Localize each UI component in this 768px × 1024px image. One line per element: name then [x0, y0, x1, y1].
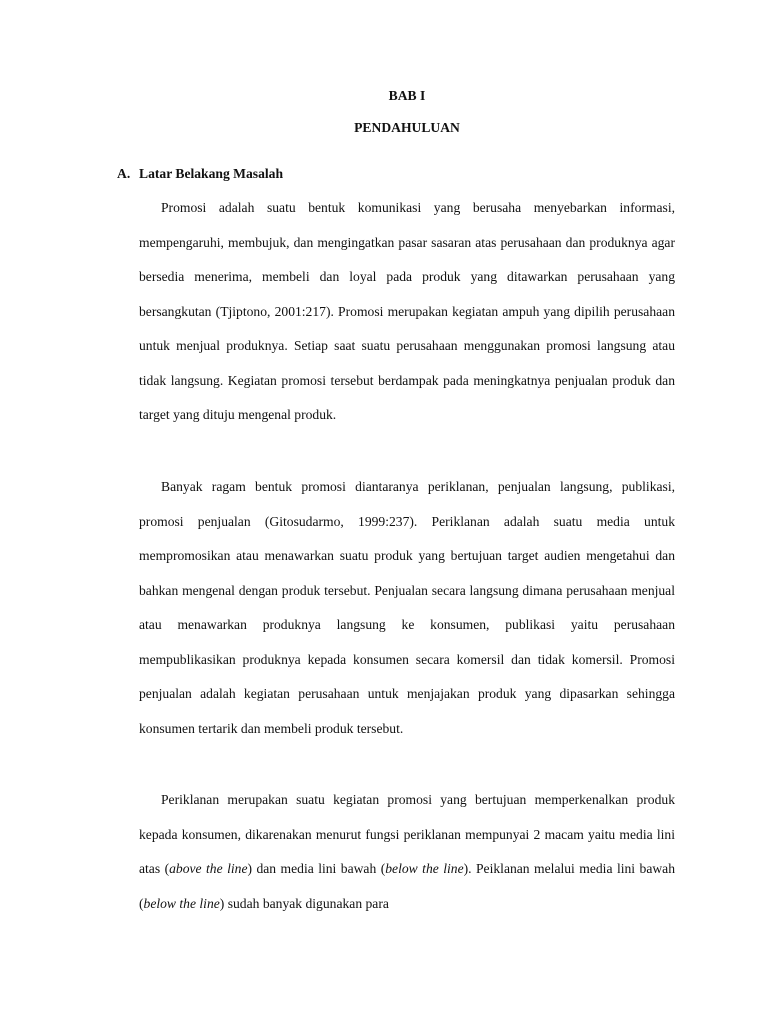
- paragraph-ragam-promosi: Banyak ragam bentuk promosi diantaranya periklanan, penjualan langsung, publikasi, promosi penjualan (Gitosudarmo, 1999:237). Periklanan adalah suatu media untuk mempromosikan atau menawarkan suatu produk yang bertujuan target audien mengetahui dan bahkan mengenal dengan produk tersebut. Penjualan secara langsung dimana perusahaan menjual atau menawarkan produknya langsung ke konsumen, publikasi yaitu perusahaan mempublikasikan produknya kepada konsumen secara komersil dan tidak komersil. Promosi penjualan adalah kegiatan perusahaan untuk menjajakan produk yang dipasarkan sehingga konsumen tertarik dan membeli produk tersebut.: [139, 479, 675, 736]
- chapter-title: PENDAHULUAN: [354, 120, 460, 135]
- chapter-number: BAB I: [388, 88, 426, 103]
- italic-term-above-the-line: above the line: [169, 861, 248, 876]
- section-title: Latar Belakang Masalah: [139, 166, 284, 181]
- paragraph-periklanan-text-4: ) sudah banyak digunakan para: [219, 895, 389, 911]
- paragraph-periklanan-text-1: Periklanan merupakan suatu kegiatan promosi yang bertujuan memperkenalkan produk kepada konsumen, dikarenakan menurut fungsi periklanan mempunyai 2 macam yaitu media lini atas (: [139, 792, 675, 876]
- section-marker: A.: [117, 166, 131, 181]
- paragraph-periklanan: [139, 783, 675, 921]
- paragraph-periklanan-text-2: ) dan media lini bawah (: [247, 861, 386, 876]
- italic-term-below-the-line-2: below the line: [143, 895, 220, 911]
- section-heading: [117, 166, 283, 182]
- paragraph-periklanan-text-3: ). Peiklanan melalui media lini bawah (: [139, 861, 676, 911]
- paragraph-promosi: Promosi adalah suatu bentuk komunikasi yang berusaha menyebarkan informasi, mempengaruhi, membujuk, dan mengingatkan pasar sasaran atas perusahaan dan produknya agar bersedia menerima, membeli dan loyal pada produk yang ditawarkan perusahaan yang bersangkutan (Tjiptono, 2001:217). Promosi merupakan kegiatan ampuh yang dipilih perusahaan untuk menjual produknya. Setiap saat suatu perusahaan menggunakan promosi langsung atau tidak langsung. Kegiatan promosi tersebut berdampak pada meningkatnya penjualan produk dan target yang dituju mengenal produk.: [139, 200, 675, 422]
- italic-term-below-the-line: below the line: [385, 861, 464, 876]
